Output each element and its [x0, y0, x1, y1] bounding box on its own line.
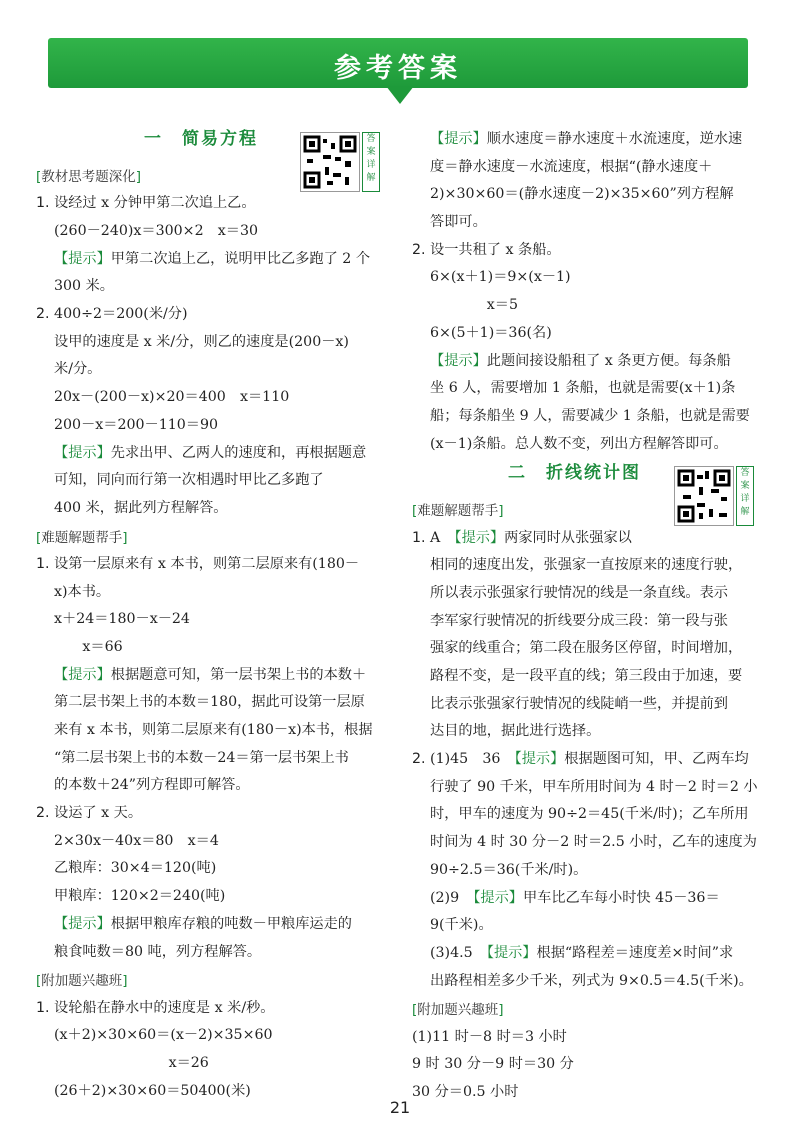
item-number: 1.: [36, 195, 55, 212]
item-number: 2.: [412, 751, 431, 768]
answer-line: [36, 246, 388, 274]
answer-text: 2×30x－40x＝80 x＝4: [54, 832, 219, 849]
qr-answer-tag: 答案详解: [736, 466, 754, 526]
answer-text: 根据题图可知，甲、乙两车均: [564, 751, 749, 768]
answer-line: [36, 551, 388, 579]
answer-text: 设运了 x 天。: [54, 805, 143, 822]
answer-text: 顺水速度＝静水速度＋水流速度，逆水速: [486, 131, 743, 147]
answer-line: [36, 1022, 388, 1050]
answer-text: (2)9: [430, 889, 474, 906]
subsection-heading: [36, 968, 388, 994]
answer-line: [412, 885, 764, 913]
banner-pointer: [386, 86, 414, 104]
answer-line: [36, 356, 388, 384]
answer-line: [412, 1051, 764, 1079]
answer-line: [36, 745, 388, 773]
bracket-left: [: [412, 1002, 418, 1019]
bracket-left: [: [36, 529, 42, 546]
answer-line: [412, 940, 764, 968]
item-number: 2.: [36, 306, 55, 323]
answer-line: [36, 190, 388, 218]
answer-text: 船；每条船坐 9 人，需要减少 1 条船，也就是需要: [430, 407, 750, 424]
answer-line: [412, 746, 764, 774]
answer-text: 所以表示张强家行驶情况的线是一条直线。表示: [430, 584, 728, 601]
answer-text: 时间为 4 时 30 分－2 时＝2.5 小时，乙车的速度为: [430, 834, 757, 851]
answer-text: 20x－(200－x)×20＝400 x＝110: [54, 389, 290, 406]
answer-line: [412, 181, 764, 209]
answer-line: [36, 828, 388, 856]
answer-text: 行驶了 90 千米，甲车所用时间为 4 时－2 时＝2 小: [430, 778, 758, 795]
answer-text: 答即可。: [430, 214, 487, 231]
bracket-right: ]: [122, 973, 128, 990]
answer-line: [412, 525, 764, 553]
answer-line: [412, 431, 764, 459]
answer-text: 李军家行驶情况的折线要分成三段：第一段与张: [430, 612, 728, 629]
answer-line: [36, 634, 388, 662]
hint-label: 【提示】: [486, 944, 537, 961]
answer-text: 90÷2.5＝36(千米/时)。: [430, 861, 588, 878]
answer-text: 9 时 30 分－9 时＝30 分: [412, 1056, 574, 1073]
answer-text: 先求出甲、乙两人的速度和，再根据题意: [110, 444, 367, 461]
answer-text: 根据甲粮库存粮的吨数－甲粮库运走的: [110, 915, 352, 932]
subsection-label: 难题解题帮手: [41, 529, 123, 546]
answer-text: 路程不变，是一段平直的线；第三段由于加速，要: [430, 668, 743, 684]
answer-line: [36, 689, 388, 717]
answer-text: 相同的速度出发，张强家一直按原来的速度行驶，: [430, 557, 743, 574]
answer-text: 度＝静水速度－水流速度，根据“(静水速度＋: [430, 158, 713, 175]
answer-line: [36, 995, 388, 1023]
page-number: 21: [389, 1098, 411, 1117]
answer-text: 可知，同向而行第一次相遇时甲比乙多跑了: [54, 472, 324, 489]
answer-line: [36, 1050, 388, 1078]
answer-text: 甲车比乙车每小时快 45－36＝: [522, 889, 720, 906]
answer-text: 乙粮库：30×4＝120(吨): [54, 860, 217, 877]
answer-line: [412, 718, 764, 746]
section-title: 二 折线统计图: [508, 463, 641, 484]
answer-line: [36, 329, 388, 357]
item-number: 1.: [36, 555, 55, 572]
answer-line: [36, 606, 388, 634]
right-column: [412, 126, 764, 1107]
answer-line: [412, 320, 764, 348]
answer-line: [36, 662, 388, 690]
answer-text: 设甲的速度是 x 米/分，则乙的速度是(200－x): [54, 333, 349, 350]
answer-line: [412, 237, 764, 265]
answer-text: 30 分＝0.5 小时: [412, 1083, 519, 1100]
answer-line: [36, 412, 388, 440]
answer-text: 9(千米)。: [430, 917, 493, 934]
bracket-right: ]: [135, 169, 142, 185]
subsection-label: 附加题兴趣班: [417, 1002, 499, 1019]
answer-text: 的本数＋24”列方程即可解答。: [54, 777, 250, 794]
answer-text: 强家的线重合；第二段在服务区停留，时间增加，: [430, 640, 743, 657]
answer-text: 根据题意可知，第一层书架上书的本数＋: [110, 666, 367, 683]
answer-text: (26＋2)×30×60＝50400(米): [54, 1082, 251, 1099]
answer-line: [412, 348, 764, 376]
item-number: 1.: [412, 529, 431, 546]
answer-line: [36, 495, 388, 523]
answer-line: [36, 939, 388, 967]
answer-text: 设经过 x 分钟甲第二次追上乙。: [54, 195, 256, 212]
answer-line: [412, 375, 764, 403]
qr-code-icon[interactable]: [674, 466, 734, 526]
answer-line: [412, 635, 764, 663]
section-title: 一 简易方程: [144, 129, 258, 149]
answer-text: 根据“路程差＝速度差×时间”求: [536, 944, 734, 961]
answer-line: [412, 663, 764, 691]
bracket-left: [: [36, 973, 42, 990]
answer-line: [36, 911, 388, 939]
answer-line: [412, 126, 764, 154]
hint-label: 【提示】: [454, 529, 505, 546]
bracket-right: ]: [498, 1002, 504, 1019]
bracket-left: [: [36, 169, 42, 185]
subsection-heading: [412, 997, 764, 1023]
bracket-right: ]: [122, 529, 128, 546]
answer-text: 6×(x＋1)＝9×(x－1): [430, 269, 571, 286]
answer-text: 400÷2＝200(米/分): [54, 306, 188, 323]
answer-line: [412, 209, 764, 237]
hint-label: 【提示】: [430, 352, 487, 369]
subsection-label: 难题解题帮手: [417, 503, 499, 520]
hint-label: 【提示】: [54, 666, 111, 683]
hint-label: 【提示】: [54, 444, 111, 461]
hint-label: 【提示】: [54, 915, 111, 932]
answer-line: [412, 774, 764, 802]
answer-line: [36, 218, 388, 246]
answer-line: [412, 1024, 764, 1052]
answer-text: 设第一层原来有 x 本书，则第二层原来有(180－: [54, 555, 360, 572]
answer-line: [36, 772, 388, 800]
answer-line: [412, 829, 764, 857]
answer-line: [412, 154, 764, 182]
qr-answer-tag: 答案详解: [362, 132, 380, 192]
answer-text: 6×(5＋1)＝36(名): [430, 324, 552, 341]
answer-line: [36, 717, 388, 745]
answer-text: 达目的地，据此进行选择。: [430, 723, 601, 740]
answer-text: x＝26: [126, 1054, 209, 1071]
page-title: 参考答案: [334, 53, 462, 84]
answer-text: 第二层书架上书的本数＝180，据此可设第一层原: [54, 694, 365, 711]
answer-text: (x－1)条船。总人数不变，列出方程解答即可。: [430, 435, 728, 452]
answer-line: [412, 552, 764, 580]
answer-text: (3)4.5: [430, 944, 487, 961]
subsection-label: 附加题兴趣班: [41, 973, 123, 990]
answer-text: 比表示张强家行驶情况的线陡峭一些，并提前到: [430, 695, 728, 712]
hint-label: 【提示】: [473, 889, 523, 906]
answer-text: 坐 6 人，需要增加 1 条船，也就是需要(x＋1)条: [430, 380, 736, 397]
answer-text: (1)11 时－8 时＝3 小时: [412, 1028, 567, 1045]
answer-text: x)本书。: [54, 583, 111, 600]
answer-line: [36, 384, 388, 412]
item-number: 1.: [36, 999, 55, 1016]
subsection-heading: [36, 525, 388, 551]
answer-text: (x＋2)×30×60＝(x－2)×35×60: [54, 1027, 273, 1044]
answer-text: 来有 x 本书，则第二层原来有(180－x)本书，根据: [54, 722, 373, 738]
answer-line: [36, 855, 388, 883]
answer-text: 2)×30×60＝(静水速度－2)×35×60”列方程解: [430, 186, 734, 203]
answer-line: [36, 440, 388, 468]
answer-line: [36, 800, 388, 828]
answer-line: [36, 467, 388, 495]
answer-text: 此题间接设船租了 x 条更方便。每条船: [486, 352, 731, 369]
answer-text: 出路程相差多少千米，列式为 9×0.5＝4.5(千米)。: [430, 972, 753, 989]
answer-text: x＋24＝180－x－24: [54, 611, 190, 628]
answer-line: [412, 912, 764, 940]
qr-code-icon[interactable]: [300, 132, 360, 192]
answer-line: [412, 801, 764, 829]
right-bottom-body: [412, 498, 764, 1106]
answer-line: [412, 691, 764, 719]
answer-line: [412, 292, 764, 320]
answer-text: (260－240)x＝300×2 x＝30: [54, 223, 259, 239]
answer-text: 米/分。: [54, 361, 102, 378]
bracket-left: [: [412, 503, 418, 520]
answer-text: 甲粮库：120×2＝240(吨): [54, 888, 226, 905]
left-column: [36, 126, 388, 1105]
answer-text: 甲第二次追上乙，说明甲比乙多跑了 2 个: [110, 250, 371, 267]
hint-label: 【提示】: [514, 751, 565, 768]
answer-line: [412, 968, 764, 996]
answer-text: 两家同时从张强家以: [504, 529, 632, 546]
answer-line: [36, 883, 388, 911]
bracket-right: ]: [498, 503, 504, 520]
answer-text: 200－x＝200－110＝90: [54, 416, 219, 433]
answer-text: 设轮船在静水中的速度是 x 米/秒。: [54, 999, 275, 1016]
answer-text: “第二层书架上书的本数－24＝第一层书架上书: [54, 749, 349, 766]
answer-text: 设一共租了 x 条船。: [430, 241, 561, 258]
left-body: [36, 164, 388, 1105]
answer-line: [36, 273, 388, 301]
answer-text: A: [430, 529, 455, 546]
answer-line: [36, 301, 388, 329]
answer-line: [412, 403, 764, 431]
answer-line: [412, 264, 764, 292]
answer-text: 粮食吨数＝80 吨，列方程解答。: [54, 943, 262, 960]
title-banner: [48, 38, 748, 88]
answer-text: 400 米，据此列方程解答。: [54, 499, 228, 516]
hint-label: 【提示】: [430, 131, 487, 147]
answer-line: [36, 579, 388, 607]
hint-label: 【提示】: [54, 250, 111, 267]
answer-text: x＝66: [54, 638, 123, 655]
answer-text: 300 米。: [54, 278, 114, 295]
answer-text: x＝5: [430, 297, 518, 314]
right-top-body: [412, 126, 764, 458]
answer-line: [412, 580, 764, 608]
answer-line: [412, 857, 764, 885]
subsection-label: 教材思考题深化: [41, 169, 136, 185]
answer-line: [412, 608, 764, 636]
answer-text: 时，甲车的速度为 90÷2＝45(千米/时)；乙车所用: [430, 806, 749, 823]
answer-text: (1)45 36: [430, 751, 515, 768]
item-number: 2.: [36, 805, 55, 822]
item-number: 2.: [412, 241, 431, 258]
